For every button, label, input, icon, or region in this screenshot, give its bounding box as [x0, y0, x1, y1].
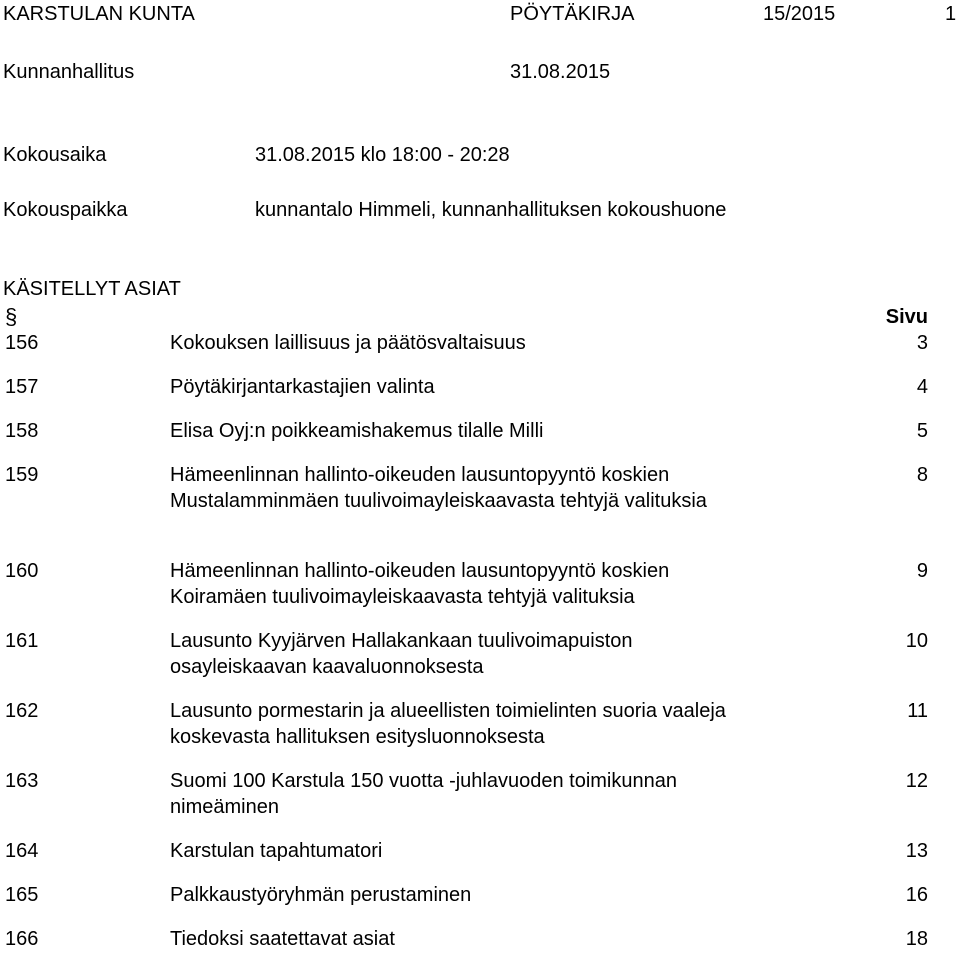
meeting-time-label: Kokousaika [3, 144, 107, 166]
item-page: 5 [916, 420, 928, 442]
item-number: 160 [5, 560, 39, 582]
agenda-item [0, 926, 960, 956]
item-title: Pöytäkirjantarkastajien valinta [170, 376, 435, 398]
document-type: PÖYTÄKIRJA [510, 3, 635, 25]
item-title: Kokouksen laillisuus ja päätösvaltaisuus [170, 332, 526, 354]
meeting-time-value: 31.08.2015 klo 18:00 - 20:28 [255, 144, 510, 166]
item-page: 12 [905, 770, 928, 792]
meeting-place-label: Kokouspaikka [3, 199, 128, 221]
governing-body: Kunnanhallitus [3, 61, 135, 83]
item-page: 8 [916, 464, 928, 486]
page-column-header: Sivu [885, 306, 928, 328]
item-number: 158 [5, 420, 39, 442]
item-page: 13 [905, 840, 928, 862]
item-title: Suomi 100 Karstula 150 vuotta -juhlavuoden toimikunnan nimeäminen [170, 770, 677, 818]
item-number: 164 [5, 840, 39, 862]
agenda-title: KÄSITELLYT ASIAT [3, 278, 181, 300]
agenda-item [0, 462, 960, 558]
item-page: 9 [916, 560, 928, 582]
agenda-list [0, 330, 960, 956]
meeting-place-value: kunnantalo Himmeli, kunnanhallituksen kokoushuone [255, 199, 727, 221]
item-number: 162 [5, 700, 39, 722]
item-page: 3 [916, 332, 928, 354]
item-title: Lausunto pormestarin ja alueellisten toimielinten suoria vaaleja koskevasta hallituksen esitysluonnoksesta [170, 700, 726, 748]
agenda-item [0, 374, 960, 418]
document-number: 15/2015 [763, 3, 836, 25]
item-title: Palkkaustyöryhmän perustaminen [170, 884, 472, 906]
agenda-item [0, 418, 960, 462]
item-number: 166 [5, 928, 39, 950]
item-title: Karstulan tapahtumatori [170, 840, 383, 862]
item-number: 156 [5, 332, 39, 354]
agenda-item [0, 882, 960, 926]
item-number: 165 [5, 884, 39, 906]
item-title: Elisa Oyj:n poikkeamishakemus tilalle Milli [170, 420, 544, 442]
agenda-item [0, 838, 960, 882]
municipality-name: KARSTULAN KUNTA [3, 3, 195, 25]
document-date: 31.08.2015 [510, 61, 611, 83]
agenda-item [0, 768, 960, 838]
item-page: 11 [907, 700, 928, 722]
section-symbol: § [5, 304, 18, 329]
item-title: Hämeenlinnan hallinto-oikeuden lausuntopyyntö koskien Mustalamminmäen tuulivoimayleiskaavasta tehtyjä valituksia [170, 464, 707, 512]
item-title: Tiedoksi saatettavat asiat [170, 928, 395, 950]
item-number: 161 [5, 630, 39, 652]
item-title: Hämeenlinnan hallinto-oikeuden lausuntopyyntö koskien Koiramäen tuulivoimayleiskaavasta tehtyjä valituksia [170, 560, 670, 608]
agenda-item [0, 558, 960, 628]
item-number: 157 [5, 376, 39, 398]
item-number: 159 [5, 464, 39, 486]
item-page: 18 [905, 928, 928, 950]
item-number: 163 [5, 770, 39, 792]
agenda-item [0, 698, 960, 768]
item-title: Lausunto Kyyjärven Hallakankaan tuulivoimapuiston osayleiskaavan kaavaluonnoksesta [170, 630, 633, 678]
agenda-item [0, 330, 960, 374]
page-number: 1 [945, 3, 957, 25]
item-page: 10 [905, 630, 928, 652]
agenda-item [0, 628, 960, 698]
item-page: 4 [916, 376, 928, 398]
item-page: 16 [905, 884, 928, 906]
